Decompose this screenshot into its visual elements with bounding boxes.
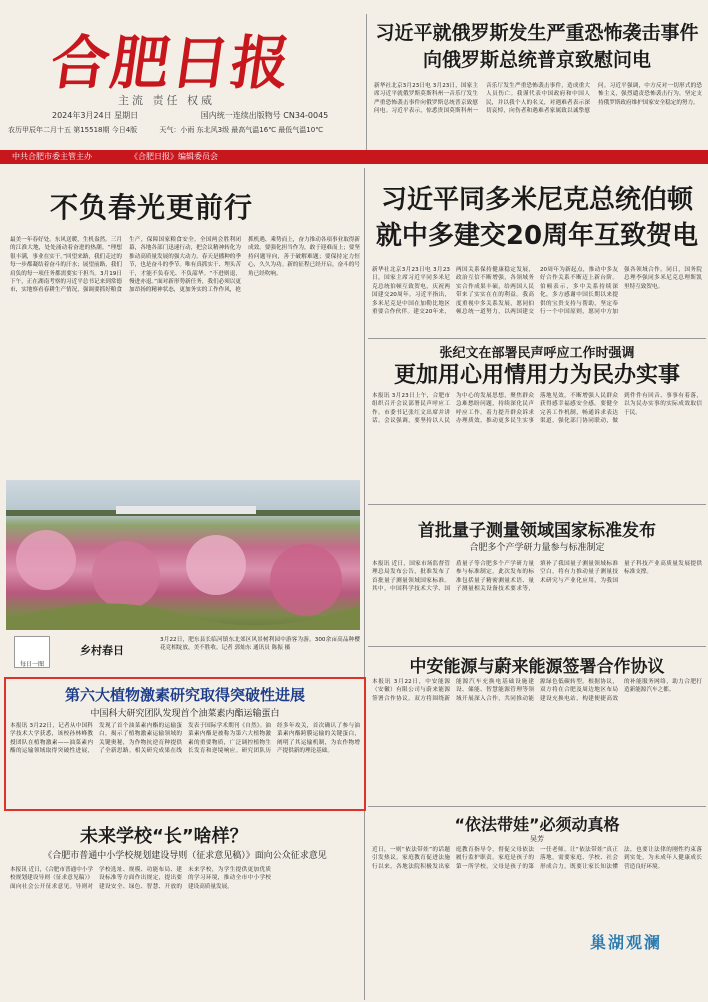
story2-headline: 更加用心用情用力为民办实事	[393, 363, 680, 388]
red-bar	[0, 150, 708, 164]
newspaper-logo: 合肥日报	[46, 29, 297, 97]
daily-photo-badge: 每日一图	[14, 636, 50, 668]
slogan: 主流 责任 权威	[118, 94, 215, 107]
top-story-headline: 习近平就俄罗斯发生严重恐怖袭击事件 向俄罗斯总统普京致慰问电	[375, 22, 699, 71]
story3-headline: 首批量子测量领域国家标准发布	[418, 521, 656, 541]
divider	[368, 806, 706, 807]
photo-caption: 3月22日，肥东县长临河镇东北郊区风景树利园中游客为游。300余亩高品种樱花竞相绽放，美不胜收。记者 郭灿东 通讯员 陈振 摄	[160, 637, 360, 652]
editorial-title: 不负春光更前行	[50, 191, 254, 224]
story2-kicker: 张纪文在部署民声呼应工作时强调	[439, 346, 635, 361]
red-bar-right: 《合肥日报》编辑委员会	[130, 152, 218, 161]
story3-subtitle: 合肥多个产学研力量参与标准制定	[469, 543, 605, 553]
commentary-headline: “依法带娃”必须动真格	[454, 815, 620, 834]
story4-body: 本报讯 3月22日，中安能源（安徽）有限公司与蔚来能源签署合作协议。双方将围绕新能源汽车充换电基础设施建设、储能、智慧能源管理等领域开展深入合作，共同推动能源绿色低碳转型。根据协议，双方将在合肥及周边地区布局建设充换电站，构建便捷高效的补能服务网络，助力合肥打造新能源汽车之都。	[372, 679, 702, 702]
science-subtitle: 中国科大研究团队发现首个油菜素内酯运输蛋白	[90, 709, 280, 719]
column-divider	[364, 168, 365, 1000]
divider	[366, 14, 367, 150]
photo-section-label: 乡村春日	[80, 644, 124, 657]
science-body: 本报讯 3月22日，记者从中国科学技术大学获悉，该校孙林峰教授团队在植物激素——油菜素内酯的运输领域取得突破性进展，发现了首个油菜素内酯的运输蛋白，揭示了植物激素运输领域的关键奥秘，为作物抗逆育种提供了全新思路。相关研究成果在线发表于国际学术期刊《自然》。油菜素内酯是被称为第六大植物激素的重要物质，广泛调控植物生长发育和逆境响应。研究团队历经多年攻关，首次确认了参与油菜素内酯跨膜运输的关键蛋白，阐明了其运输机制，为农作物增产提供新的理论基础。	[10, 723, 360, 755]
commentary-body: 近日，一则“依法带娃”的话题引发热议。家庭教育促进法施行以来，各地法院积极发出家庭教育指导令，督促父母依法履行监护职责。家庭是孩子的第一所学校，父母是孩子的第一任老师。让“依法带娃”真正落地，需要家庭、学校、社会形成合力，既要让家长知法懂法，也要让法律的刚性约束落到实处，为未成年人健康成长营造良好环境。	[372, 847, 702, 870]
story4-headline: 中安能源与蔚来能源签署合作协议	[409, 657, 665, 677]
issue-date: 2024年3月24日 星期日 国内统一连续出版物号 CN34-0045	[52, 111, 329, 120]
lead-story-body: 新华社北京3月23日电 3月23日，国家主席习近平同多米尼克总统伯顿互致贺电，庆祝两国建交20周年。习近平指出，多米尼克是中国在加勒比地区重要合作伙伴。建交20年来，两国关系保持健康稳定发展，政治互信不断增强，各领域务实合作成果丰硕，给两国人民带来了实实在在的利益。我高度重视中多关系发展，愿同伯顿总统一道努力，以两国建交20周年为新起点，推动中多友好合作关系不断迈上新台阶。伯顿表示，多中关系持续深化，多方感谢中国长期以来提供的宝贵支持与帮助，坚定奉行一个中国原则，愿同中方加强各领域合作。同日，国务院总理李强同多米尼克总理斯凯里特互致贺电。	[372, 267, 702, 316]
school-headline: 未来学校“长”啥样？	[80, 826, 248, 847]
commentary-author: 吴芳	[530, 835, 544, 843]
story3-body: 本报讯 近日，国家市场监督管理总局发布公告，批准发布了首批量子测量领域国家标准。其中，中国科学技术大学、国盾量子等合肥多个产学研力量参与标准制定。此次发布的标准包括量子精密测量术语、量子测量相关设备技术要求等，填补了我国量子测量领域标准空白，将有力推动量子测量技术研究与产业化应用，为我国量子科技产业高质量发展提供标准支撑。	[372, 561, 702, 593]
school-body: 本报讯 近日，《合肥市普通中小学校规划建设导则（征求意见稿）》面向社会公开征求意见。导则对学校选址、规模、功能布局、建设标准等方面作出规定，提出要建设安全、绿色、智慧、开放的未来学校，为学生提供更加优质的学习环境，推动全市中小学校建设高质量发展。	[10, 867, 271, 890]
top-story-body: 新华社北京3月23日电 3月23日，国家主席习近平就俄罗斯莫斯科州一音乐厅发生严重恐怖袭击事件向俄罗斯总统普京致慰问电。习近平表示，惊悉贵国莫斯科州一音乐厅发生严重恐怖袭击事件，造成重大人员伤亡。我谨代表中国政府和中国人民，并以我个人的名义，对遇难者表示深切哀悼，向伤者和遇难者家属致以诚挚慰问。习近平强调，中方反对一切形式的恐怖主义，强烈谴责恐怖袭击行为，坚定支持俄罗斯政府维护国家安全稳定的努力。	[374, 83, 702, 115]
science-headline: 第六大植物激素研究取得突破性进展	[64, 686, 305, 704]
editorial-body: 最美一年春好处。东风送暖，生机盎然。三月的江淮大地，处处涌动着奋进的热潮。“理想很丰满，事业在实干。”回望来路，我们走过的每一步都凝结着奋斗的汗水；展望前路，我们肩负的每一项任务都需要实干担当。3月19日下午，正在湖南考察的习近平总书记来到常德市，实地察看春耕生产情况，强调要抓好粮食生产，保障国家粮食安全。全国两会胜利闭幕，各地各部门迅速行动，把会议精神转化为推动高质量发展的强大动力。春天是播种的季节，也是奋斗的季节。唯有真抓实干、埋头苦干，才能不负春光、不负韶华。“不进则退，慢进亦退。”面对新形势新任务，我们必须以更加昂扬的精神状态，更加务实的工作作风，抢抓机遇、乘势而上，奋力推动各项事业取得新成效。要强化担当作为，敢于迎难而上；要坚持问题导向，善于破解难题；要保持定力恒心，久久为功。新的征程已经开启，奋斗的号角已经吹响。	[10, 237, 360, 294]
cherry-blossom-photo	[6, 480, 360, 630]
red-bar-left: 中共合肥市委主管主办	[12, 152, 92, 161]
footer-column-logo: 巢湖观澜	[590, 933, 663, 952]
story2-body: 本报讯 3月23日上午，合肥市组织召开会议部署民声呼应工作。市委书记张红文出席并讲话。会议强调，要坚持以人民为中心的发展思想，聚焦群众急难愁盼问题，持续深化民声呼应工作，着力提升群众诉求办理质效，推动更多民生实事落地见效，不断增强人民群众获得感幸福感安全感。要健全完善工作机制，畅通诉求表达渠道，强化部门协同联动，做到件件有回音、事事有着落，以为民办实事的实际成效取信于民。	[372, 393, 702, 425]
issue-info: 农历甲辰年二月十五 第15518期 今日4版 天气：小雨 东北风3级 最高气温16℃ 最低气温10℃	[8, 126, 324, 134]
divider	[368, 646, 706, 647]
feature-photo	[6, 480, 360, 630]
divider	[368, 338, 706, 339]
divider	[368, 504, 706, 505]
lead-story-headline: 习近平同多米尼克总统伯顿 就中多建交20周年互致贺电	[375, 185, 699, 251]
school-subtitle: 《合肥市普通中小学校规划建设导则（征求意见稿）》面向公众征求意见	[43, 851, 327, 861]
